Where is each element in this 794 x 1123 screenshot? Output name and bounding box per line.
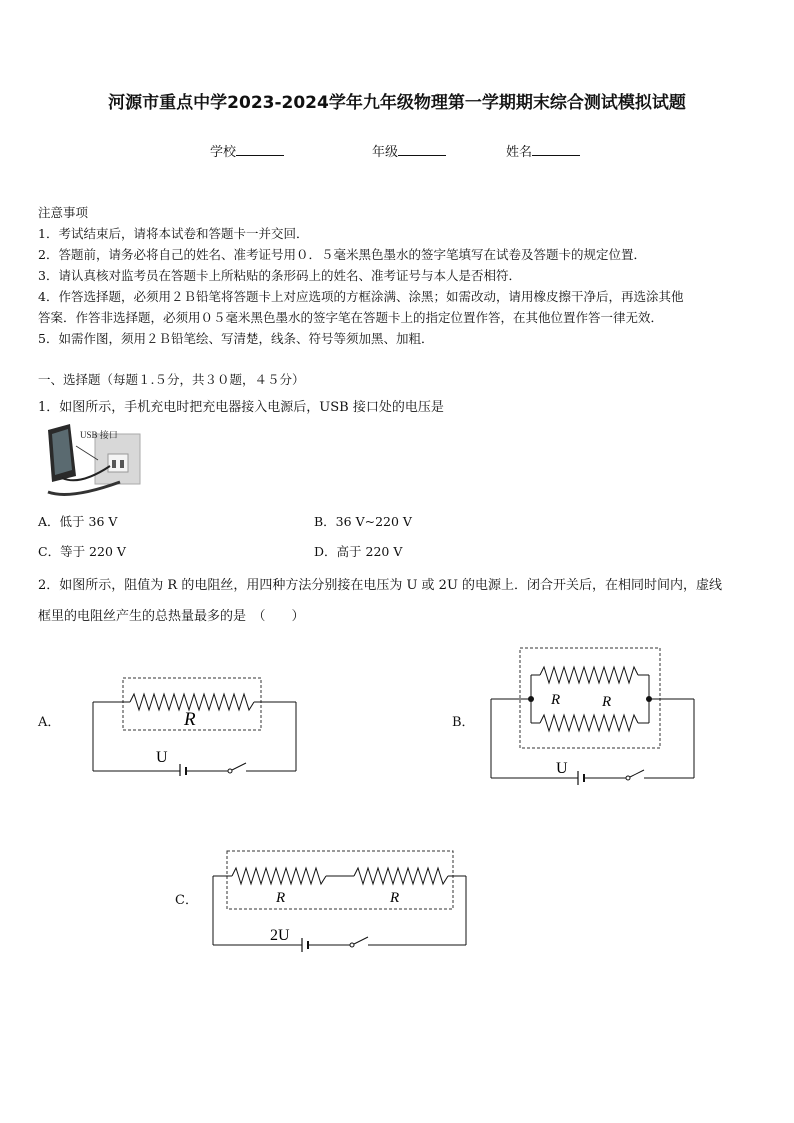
- grade-blank: [398, 143, 446, 156]
- resistor-1-label: R: [551, 692, 561, 708]
- school-field: [210, 141, 284, 160]
- name-field: [506, 141, 580, 160]
- school-blank: [236, 143, 284, 156]
- question-2-stem-line-1: 2．如图所示，阻值为 R 的电阻丝，用四种方法分别接在电压为 U 或 2U 的电源上．闭合开关后，在相同时间内，虚线: [38, 578, 723, 593]
- source-label: U: [156, 749, 168, 766]
- source-label: 2U: [270, 927, 290, 944]
- circuit-c-diagram: [210, 848, 470, 952]
- circuit-c-label[interactable]: C．: [175, 893, 198, 908]
- source-label: U: [556, 760, 568, 777]
- resistor-bottom-zigzag: [540, 715, 638, 731]
- notice-item: 2．答题前，请务必将自己的姓名、准考证号用０．５毫米黑色墨水的签字笔填写在试卷及答题卡的规定位置．: [38, 247, 646, 262]
- circuit-b-diagram: [488, 645, 698, 785]
- grade-label: 年级: [372, 145, 399, 160]
- resistor-label: R: [184, 709, 196, 730]
- resistor-2-zigzag: [354, 868, 448, 884]
- option-d[interactable]: D．高于 220 V: [314, 544, 403, 559]
- circuit-b-label[interactable]: B．: [452, 715, 475, 730]
- exam-title: 河源市重点中学2023-2024学年九年级物理第一学期期末综合测试模拟试题: [108, 93, 686, 113]
- option-c[interactable]: C．等于 220 V: [38, 544, 126, 559]
- option-a[interactable]: A．低于 36 V: [38, 514, 118, 529]
- notice-item: 4．作答选择题，必须用２Ｂ铅笔将答题卡上对应选项的方框涂满、涂黑；如需改动，请用橡皮擦干净后，再选涂其他: [38, 289, 684, 304]
- notice-item: 3．请认真核对监考员在答题卡上所粘贴的条形码上的姓名、准考证号与本人是否相符．: [38, 268, 521, 283]
- resistor-1-label: R: [276, 890, 286, 906]
- notice-item: 答案．作答非选择题，必须用０５毫米黑色墨水的签字笔在答题卡上的指定位置作答，在其他位置作答一律无效．: [38, 310, 664, 325]
- notice-item: 1．考试结束后，请将本试卷和答题卡一并交回．: [38, 226, 309, 241]
- circuit-a-diagram: [90, 672, 300, 776]
- grade-field: [372, 141, 446, 160]
- notice-item: 5．如需作图，须用２Ｂ铅笔绘、写清楚，线条、符号等须加黑、加粗．: [38, 331, 434, 346]
- resistor-2-label: R: [390, 890, 400, 906]
- school-label: 学校: [210, 145, 237, 160]
- section-heading: 一、选择题（每题１.５分，共３０题，４５分）: [38, 372, 305, 387]
- resistor-1-zigzag: [232, 868, 326, 884]
- resistor-2-label: R: [602, 694, 612, 710]
- option-b[interactable]: B．36 V~220 V: [314, 514, 412, 529]
- name-blank: [532, 143, 580, 156]
- circuit-a-label[interactable]: A．: [38, 715, 61, 730]
- usb-port-label: USB 接口: [80, 430, 118, 440]
- name-label: 姓名: [506, 145, 533, 160]
- question-1-stem: 1．如图所示，手机充电时把充电器接入电源后，USB 接口处的电压是: [38, 400, 444, 415]
- notice-heading: 注意事项: [38, 205, 89, 220]
- phone-charger-image: [40, 420, 160, 500]
- resistor-zigzag: [130, 694, 254, 710]
- question-2-stem-line-2: 框里的电阻丝产生的总热量最多的是 （ ）: [38, 609, 305, 624]
- resistor-top-zigzag: [540, 667, 638, 683]
